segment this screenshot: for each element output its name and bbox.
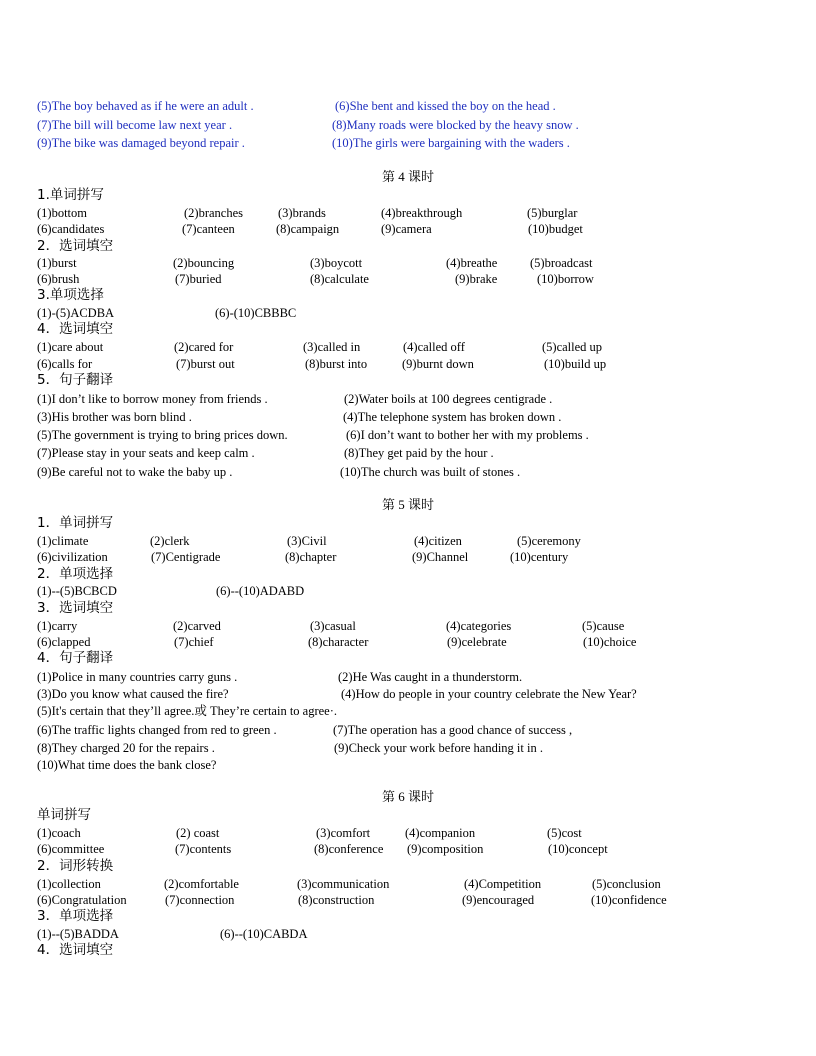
answer: (6)calls for <box>37 357 93 371</box>
answer-row <box>0 891 816 909</box>
answer-row <box>0 408 816 426</box>
answer: (2)carved <box>173 619 221 633</box>
answer: (5)cause <box>582 619 625 633</box>
lesson-title: 第 5 课时 <box>381 497 434 512</box>
answer: (9)celebrate <box>447 635 507 649</box>
answer: (8)calculate <box>310 272 369 286</box>
answer: (10)build up <box>544 357 607 371</box>
answer: (8)campaign <box>276 222 340 236</box>
answer: (1)-(5)ACDBA <box>37 306 115 320</box>
answer-row <box>0 739 816 757</box>
answer: (6)civilization <box>37 550 108 564</box>
sentence: (3)His brother was born blind . <box>37 410 192 424</box>
answer: (3)Civil <box>287 534 327 548</box>
answer: (3)called in <box>303 340 361 354</box>
answer: (6)clapped <box>37 635 91 649</box>
section-heading: 2．单项选择 <box>37 566 114 582</box>
sentence: (2)Water boils at 100 degrees centigrade . <box>344 392 553 406</box>
sentence: (9)Check your work before handing it in . <box>334 741 543 755</box>
answer-row <box>0 548 816 566</box>
answer-row <box>0 426 816 444</box>
sentence: (9)Be careful not to wake the baby up . <box>37 465 233 479</box>
answer: (4)called off <box>403 340 465 354</box>
sentence: (6)The traffic lights changed from red to green . <box>37 723 277 737</box>
answer: (5)burglar <box>527 206 578 220</box>
answer: (6)--(10)CABDA <box>220 927 308 941</box>
translation-row <box>0 134 816 152</box>
answer-row <box>0 721 816 739</box>
sentence: (9)The bike was damaged beyond repair . <box>37 136 245 150</box>
answer-row <box>0 756 816 774</box>
answer: (7)connection <box>165 893 235 907</box>
answer-row <box>0 582 816 600</box>
answer: (7)contents <box>175 842 232 856</box>
answer: (5)broadcast <box>530 256 593 270</box>
answer: (1)bottom <box>37 206 87 220</box>
answer: (7)Centigrade <box>151 550 221 564</box>
answer-row <box>0 925 816 943</box>
answer: (1)burst <box>37 256 77 270</box>
answer: (5)called up <box>542 340 603 354</box>
answer: (9)burnt down <box>402 357 474 371</box>
answer-row <box>0 633 816 651</box>
section-heading: 3．选词填空 <box>37 600 114 616</box>
answer: (9)composition <box>407 842 484 856</box>
translation-row <box>0 97 816 115</box>
answer: (4)citizen <box>414 534 462 548</box>
answer: (1)coach <box>37 826 81 840</box>
answer: (7)buried <box>175 272 222 286</box>
sentence: (1)I don’t like to borrow money from friends . <box>37 392 268 406</box>
section-heading: 3．单项选择 <box>37 908 114 924</box>
answer: (4)categories <box>446 619 512 633</box>
answer: (9)Channel <box>412 550 469 564</box>
answer: (2)bouncing <box>173 256 235 270</box>
section-heading: 5．句子翻译 <box>37 372 114 388</box>
answer: (2)comfortable <box>164 877 239 891</box>
section-heading: 2．选词填空 <box>37 238 114 254</box>
sentence: (7)The operation has a good chance of success , <box>333 723 573 737</box>
answer: (8)chapter <box>285 550 337 564</box>
sentence: (8)They get paid by the hour . <box>344 446 494 460</box>
section-heading: 2．词形转换 <box>37 858 114 874</box>
answer: (4)breathe <box>446 256 498 270</box>
answer: (6)--(10)ADABD <box>216 584 305 598</box>
sentence: (6)I don’t want to bother her with my problems . <box>346 428 589 442</box>
answer: (10)budget <box>528 222 583 236</box>
answer: (5)conclusion <box>592 877 661 891</box>
answer: (2)cared for <box>174 340 234 354</box>
lesson-title: 第 4 课时 <box>381 169 434 184</box>
sentence: (10)The girls were bargaining with the waders . <box>332 136 570 150</box>
answer: (1)care about <box>37 340 104 354</box>
section-heading: 单词拼写 <box>37 807 91 823</box>
answer-row <box>0 220 816 238</box>
answer: (8)construction <box>298 893 375 907</box>
section-heading: 4．选词填空 <box>37 942 114 958</box>
sentence: (1)Police in many countries carry guns . <box>37 670 238 684</box>
answer: (3)boycott <box>310 256 363 270</box>
answer: (4)breakthrough <box>381 206 463 220</box>
answer: (2)clerk <box>150 534 190 548</box>
lesson-title: 第 6 课时 <box>381 789 434 804</box>
answer-row <box>0 668 816 686</box>
answer: (1)carry <box>37 619 78 633</box>
answer: (2) coast <box>176 826 220 840</box>
answer: (1)collection <box>37 877 101 891</box>
answer: (8)character <box>308 635 369 649</box>
answer-row <box>0 702 816 720</box>
answer: (6)brush <box>37 272 80 286</box>
answer-row <box>0 270 816 288</box>
answer: (10)borrow <box>537 272 594 286</box>
answer-row <box>0 338 816 356</box>
sentence: (5)The government is trying to bring prices down. <box>37 428 288 442</box>
sentence: (7)Please stay in your seats and keep calm . <box>37 446 255 460</box>
section-heading: 1.单词拼写 <box>37 187 104 203</box>
answer: (8)conference <box>314 842 384 856</box>
answer: (9)brake <box>455 272 498 286</box>
answer: (7)canteen <box>182 222 235 236</box>
answer: (5)cost <box>547 826 582 840</box>
answer: (5)ceremony <box>517 534 581 548</box>
section-heading: 1．单词拼写 <box>37 515 114 531</box>
answer: (1)--(5)BCBCD <box>37 584 117 598</box>
answer: (3)brands <box>278 206 326 220</box>
sentence: (4)How do people in your country celebrate the New Year? <box>341 687 637 701</box>
answer-row <box>0 304 816 322</box>
sentence: (10)What time does the bank close? <box>37 758 217 772</box>
sentence: (10)The church was built of stones . <box>340 465 521 479</box>
sentence: (8)They charged 20 for the repairs . <box>37 741 215 755</box>
section-heading: 3.单项选择 <box>37 287 104 303</box>
section-heading: 4．句子翻译 <box>37 650 114 666</box>
answer: (3)casual <box>310 619 356 633</box>
sentence: (8)Many roads were blocked by the heavy snow . <box>332 118 579 132</box>
answer: (10)confidence <box>591 893 667 907</box>
sentence: (5)It's certain that they’ll agree.或 They’re certain to agree·. <box>37 704 338 718</box>
answer: (6)Congratulation <box>37 893 127 907</box>
answer: (7)burst out <box>176 357 235 371</box>
answer: (4)Competition <box>464 877 542 891</box>
answer: (6)-(10)CBBBC <box>215 306 297 320</box>
answer: (10)century <box>510 550 569 564</box>
answer: (4)companion <box>405 826 476 840</box>
sentence: (6)She bent and kissed the boy on the head . <box>335 99 556 113</box>
translation-row <box>0 116 816 134</box>
section-heading: 4．选词填空 <box>37 321 114 337</box>
sentence: (3)Do you know what caused the fire? <box>37 687 229 701</box>
answer: (1)--(5)BADDA <box>37 927 119 941</box>
sentence: (5)The boy behaved as if he were an adult . <box>37 99 254 113</box>
answer: (10)concept <box>548 842 608 856</box>
answer: (6)committee <box>37 842 105 856</box>
answer-row <box>0 355 816 373</box>
answer-row <box>0 685 816 703</box>
sentence: (2)He Was caught in a thunderstorm. <box>338 670 523 684</box>
answer: (6)candidates <box>37 222 105 236</box>
answer-row <box>0 463 816 481</box>
answer: (10)choice <box>583 635 637 649</box>
answer: (7)chief <box>174 635 214 649</box>
answer: (9)camera <box>381 222 432 236</box>
answer: (1)climate <box>37 534 89 548</box>
answer-row <box>0 840 816 858</box>
answer-row <box>0 390 816 408</box>
sentence: (4)The telephone system has broken down . <box>343 410 562 424</box>
answer: (3)communication <box>297 877 390 891</box>
answer: (8)burst into <box>305 357 368 371</box>
answer: (2)branches <box>184 206 243 220</box>
answer: (3)comfort <box>316 826 371 840</box>
answer: (9)encouraged <box>462 893 535 907</box>
answer-row <box>0 444 816 462</box>
sentence: (7)The bill will become law next year . <box>37 118 233 132</box>
